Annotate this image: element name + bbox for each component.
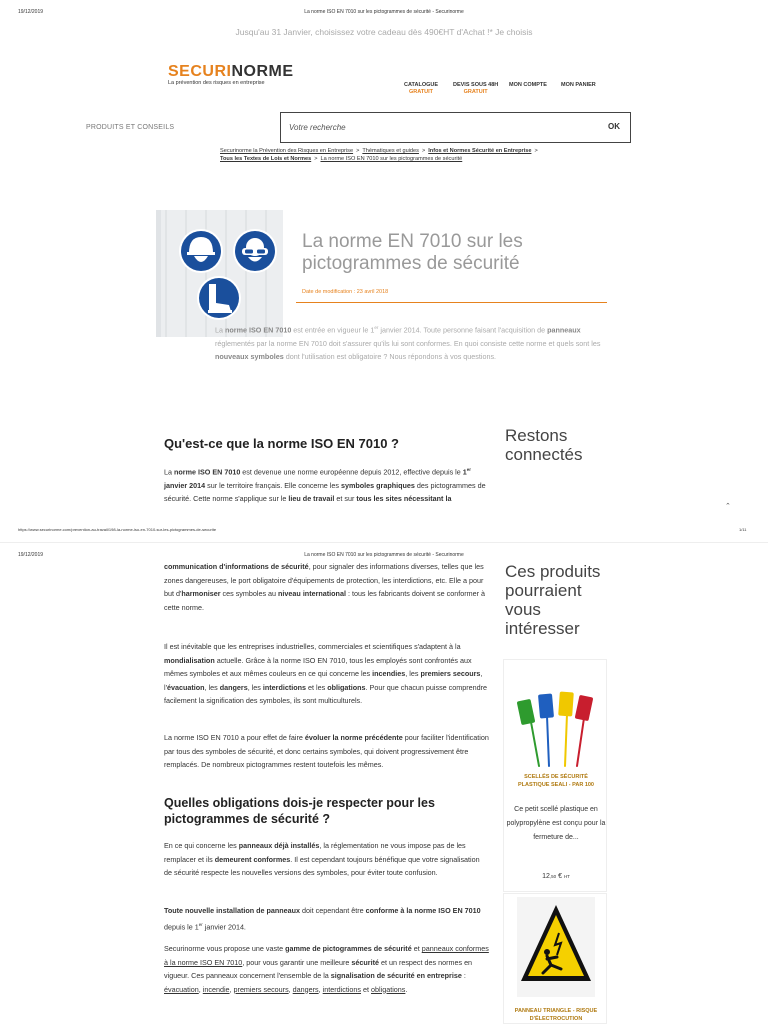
breadcrumb-home[interactable]: Securinorme la Prévention des Risques en Entreprise	[220, 148, 354, 154]
link-premiers-secours[interactable]: premiers secours	[233, 984, 289, 994]
paragraph-5: Toute nouvelle installation de panneaux doit cependant être conforme à la norme ISO EN 7010 depuis le 1er janvier 2014.	[164, 906, 481, 931]
link-interdictions[interactable]: interdictions	[322, 984, 362, 994]
section-heading-obligations: Quelles obligations dois-je respecter pour les pictogrammes de sécurité ?	[164, 796, 435, 826]
topnav-label: MON PANIER	[561, 82, 596, 88]
article-hero-image	[156, 210, 283, 337]
print-page-title: La norme ISO EN 7010 sur les pictogrammes de sécurité - Securinorme	[304, 9, 464, 15]
search-input[interactable]	[289, 120, 559, 135]
breadcrumb-textes-lois[interactable]: Tous les Textes de Lois et Normes	[220, 156, 312, 163]
breadcrumb-current[interactable]: La norme ISO EN 7010 sur les pictogrammes de sécurité	[320, 156, 463, 163]
product-card-scelles[interactable]	[503, 659, 607, 892]
search-bar	[280, 112, 631, 143]
product-price: 12,50 € HT	[542, 873, 570, 880]
safety-signs-illustration	[156, 210, 283, 337]
modification-date: Date de modification : 23 avril 2018	[302, 289, 389, 295]
topnav-label: MON COMPTE	[509, 82, 547, 88]
breadcrumb	[220, 147, 620, 164]
breadcrumb-separator: >	[314, 156, 318, 163]
paragraph-6: Securinorme vous propose une vaste gamme de pictogrammes de sécurité et panneaux conformes à la norme ISO EN 7010, pour vous garantir une meilleure sécurité et un respect des normes en vigueur. Ces panneaux concernent l'ensemble de la signalisation de sécurité en entreprise : évacuation, incendie, premiers secours, dangers, interdictions et obligations.	[164, 944, 489, 994]
product-description: Ce petit scellé plastique en polypropylène est conçu pour la fermeture de...	[506, 806, 606, 841]
breadcrumb-infos-normes[interactable]: Infos et Normes Sécurité en Entreprise	[428, 148, 532, 154]
logo-brand-part2: NORME	[231, 63, 294, 80]
breadcrumb-separator: >	[421, 148, 426, 154]
site-logo[interactable]	[168, 63, 294, 86]
print-footer-url: https://www.securinorme.com/prevention-au-travail/198-la-norme-iso-en-7010-sur-les-pictogrammes-de-securite	[18, 527, 217, 532]
products-suggestion-heading: Ces produits pourraient vous intéresser	[505, 562, 601, 638]
paragraph-4: En ce qui concerne les panneaux déjà installés, la réglementation ne vous impose pas de les remplacer et ils demeurent conformes. Il est cependant toujours bénéfique que votre signalisation de sécurité respecte les nouvelles versions des symboles, pour éviter toute confusion.	[164, 841, 480, 877]
paragraph-1-continued: communication d'informations de sécurité, pour signaler des informations diverses, telles que les zones dangereuses, le port obligatoire d'équipements de protection, les interdictions, etc. Elle a pour but d'harmoniser ces symboles au niveau international : tous les fabricants doivent se conformer à cette norme.	[164, 562, 485, 612]
article-title: La norme EN 7010 sur les pictogrammes de sécurité	[302, 231, 523, 274]
breadcrumb-separator: >	[534, 148, 538, 154]
topnav-sub: GRATUIT	[408, 89, 434, 95]
topnav-label: CATALOGUE	[404, 82, 439, 88]
paragraph-2: Il est inévitable que les entreprises industrielles, commerciales et scientifiques s'adaptent à la mondialisation actuelle. Grâce à la norme ISO EN 7010, tous les employés sont confrontés aux mêmes symboles et aux mêmes couleurs en ce qui concerne les incendies, les premiers secours, l'évacuation, les dangers, les interdictions et les obligations. Pour que chacun puisse comprendre facilement la signification des symboles, ils sont multiculturels.	[164, 642, 488, 705]
scroll-to-top-icon[interactable]: ⌃	[725, 503, 731, 510]
seals-illustration	[509, 680, 601, 770]
topnav-mon-compte[interactable]	[509, 82, 547, 89]
topnav-mon-panier[interactable]	[561, 82, 596, 89]
print-date: 19/12/2019	[18, 9, 44, 15]
topnav-label: DEVIS SOUS 48H	[453, 82, 499, 88]
product-image-seals	[509, 680, 601, 770]
link-dangers[interactable]: dangers	[292, 984, 319, 994]
link-obligations[interactable]: obligations	[371, 984, 406, 994]
product-title[interactable]: SCELLÉS DE SÉCURITÉ PLASTIQUE SEALI - PAR 100	[518, 774, 594, 788]
print-date: 19/12/2019	[18, 552, 44, 558]
promo-banner[interactable]: Jusqu'au 31 Janvier, choisissez votre cadeau dès 490€HT d'Achat !* Je choisis	[235, 27, 533, 37]
page-break	[0, 542, 768, 543]
paragraph-3: La norme ISO EN 7010 a pour effet de faire évoluer la norme précédente pour faciliter l'identification par tous des symboles de sécurité, et donc certains symboles, qui doivent progressivement être remplacés. De nombreux pictogrammes restent toutefois les mêmes.	[164, 733, 489, 769]
section-heading-what-is: Qu'est-ce que la norme ISO EN 7010 ?	[164, 436, 400, 451]
link-panneaux-conformes[interactable]: panneaux conformes à la norme ISO EN 7010	[164, 944, 489, 967]
topnav-catalogue[interactable]	[404, 82, 438, 96]
link-evacuation[interactable]: évacuation	[164, 984, 199, 994]
logo-tagline: La prévention des risques en entreprise	[168, 80, 265, 86]
breadcrumb-separator: >	[356, 148, 360, 154]
print-page-title: La norme ISO EN 7010 sur les pictogrammes de sécurité - Securinorme	[304, 552, 464, 558]
menu-products-conseils[interactable]: PRODUITS ET CONSEILS	[86, 124, 175, 131]
topnav-sub: GRATUIT	[463, 89, 488, 95]
search-ok-button[interactable]: OK	[608, 122, 620, 131]
title-divider	[296, 302, 607, 303]
product-image-triangle-sign	[517, 897, 595, 997]
link-incendie[interactable]: incendie	[202, 984, 230, 994]
breadcrumb-thematiques[interactable]: Thématiques et guides	[362, 148, 419, 154]
paragraph-1: La norme ISO EN 7010 est devenue une norme européenne depuis 2012, effective depuis le 1er janvier 2014 sur le territoire français. Elle concerne les symboles graphiques des pictogrammes de sécurité. Cette norme s'applique sur le lieu de travail et sur tous les sites nécessitant la	[164, 467, 486, 504]
product-title[interactable]: PANNEAU TRIANGLE - RISQUE D'ÉLECTROCUTION	[514, 1008, 598, 1022]
article-intro: La norme ISO EN 7010 est entrée en vigueur le 1er janvier 2014. Toute personne faisant l'acquisition de panneaux réglementés par la norme EN 7010 doit s'assurer qu'ils lui sont conformes. En quoi consiste cette norme et quels sont les nouveaux symboles dont l'utilisation est obligatoire ? Nous répondons à vos questions.	[215, 325, 601, 362]
logo-brand-part1: SECURI	[168, 63, 232, 80]
print-page-number: 1/11	[739, 527, 747, 532]
product-card-panneau-triangle[interactable]	[503, 893, 607, 1024]
electrocution-warning-sign	[517, 897, 595, 997]
topnav-devis[interactable]	[453, 82, 498, 96]
restons-connectes-heading: Restons connectés	[505, 426, 583, 464]
